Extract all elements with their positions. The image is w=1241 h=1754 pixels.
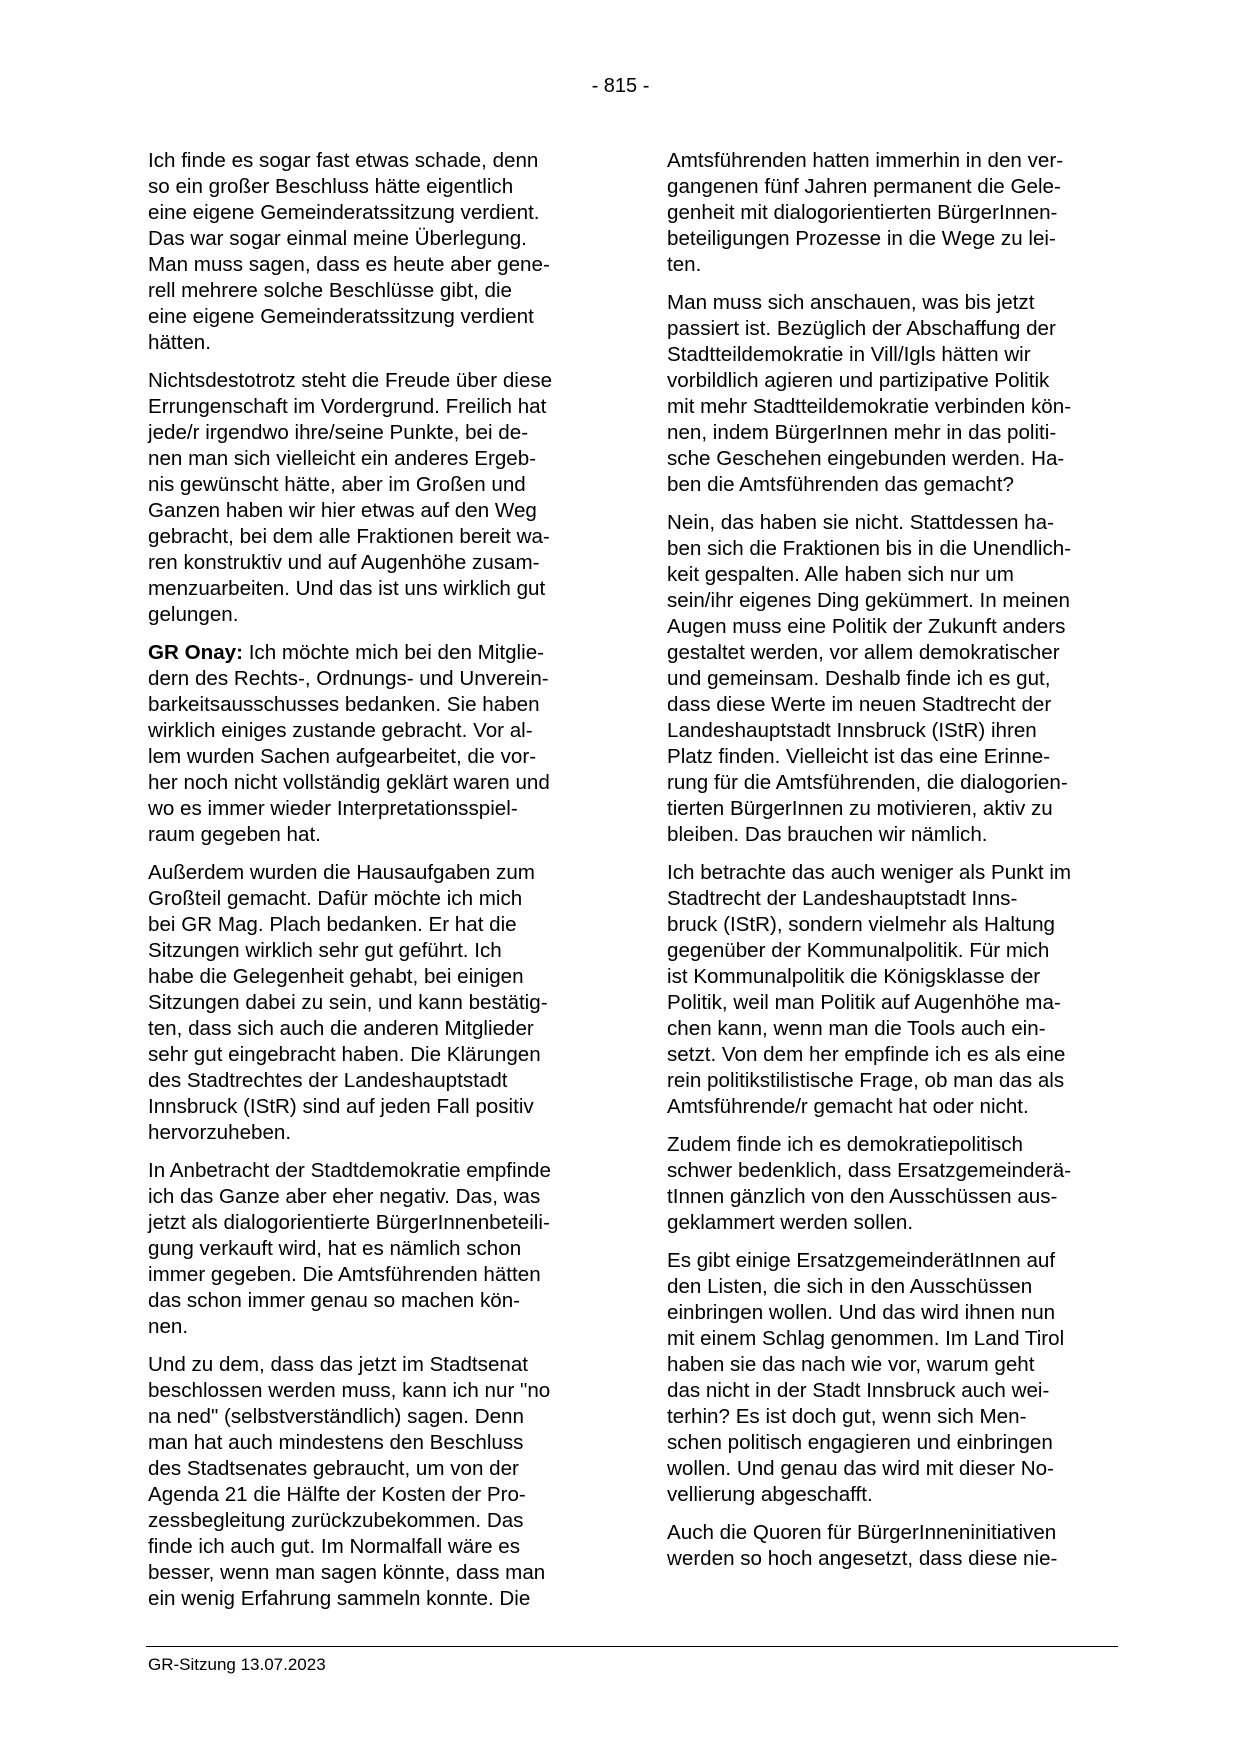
text-line — [148, 1534, 596, 1560]
paragraph — [667, 1520, 1115, 1572]
line-text: das schon immer genau so machen kön- — [148, 1289, 521, 1312]
line-text: Ich betrachte das auch weniger als Punkt im — [667, 861, 1072, 884]
line-text: mit einem Schlag genommen. Im Land Tirol — [667, 1327, 1065, 1350]
text-line — [667, 912, 1115, 938]
line-text: gung verkauft wird, hat es nämlich schon — [148, 1237, 522, 1260]
line-text: bruck (IStR), sondern vielmehr als Haltung — [667, 913, 1056, 936]
text-line — [148, 1094, 596, 1120]
line-text: Nichtsdestotrotz steht die Freude über diese — [148, 369, 553, 392]
line-text: In Anbetracht der Stadtdemokratie empfinde — [148, 1159, 551, 1182]
speaker-name: GR Onay: — [148, 641, 243, 664]
text-line — [148, 226, 596, 252]
text-line — [667, 1210, 1115, 1236]
line-text: Landeshauptstadt Innsbruck (IStR) ihren — [667, 719, 1037, 742]
text-line — [148, 1158, 596, 1184]
line-text: bleiben. Das brauchen wir nämlich. — [667, 823, 988, 846]
text-line — [148, 576, 596, 602]
text-line — [148, 1482, 596, 1508]
text-line — [667, 860, 1115, 886]
line-text: ist Kommunalpolitik die Königsklasse der — [667, 965, 1041, 988]
text-line — [148, 886, 596, 912]
text-line — [148, 912, 596, 938]
line-text: habe die Gelegenheit gehabt, bei einigen — [148, 965, 524, 988]
line-text: des Stadtrechtes der Landeshauptstadt — [148, 1069, 508, 1092]
left-column — [148, 148, 596, 1624]
text-line — [148, 964, 596, 990]
text-line — [148, 1288, 596, 1314]
text-line — [148, 1314, 596, 1340]
line-text: dern des Rechts-, Ordnungs- und Unverein- — [148, 667, 549, 690]
text-line — [667, 368, 1115, 394]
text-line — [667, 744, 1115, 770]
line-text: nen man sich vielleicht ein anderes Ergeb- — [148, 447, 537, 470]
line-text: hätten. — [148, 331, 211, 354]
paragraph — [667, 148, 1115, 278]
text-line — [667, 822, 1115, 848]
line-text: geklammert werden sollen. — [667, 1211, 914, 1234]
line-text: nen, indem BürgerInnen mehr in das politi- — [667, 421, 1057, 444]
line-text: sein/ihr eigenes Ding gekümmert. In meinen — [667, 589, 1070, 612]
line-text: Agenda 21 die Hälfte der Kosten der Pro- — [148, 1483, 526, 1506]
text-line — [148, 1236, 596, 1262]
text-line — [667, 964, 1115, 990]
text-line — [667, 640, 1115, 666]
text-line — [667, 886, 1115, 912]
line-text: Man muss sich anschauen, was bis jetzt — [667, 291, 1035, 314]
line-text: ten. — [667, 253, 702, 276]
line-text: Sitzungen dabei zu sein, und kann bestätig- — [148, 991, 548, 1014]
line-text: sche Geschehen eingebunden werden. Ha- — [667, 447, 1065, 470]
line-text: das nicht in der Stadt Innsbruck auch wei- — [667, 1379, 1050, 1402]
text-line — [667, 1326, 1115, 1352]
text-line — [148, 148, 596, 174]
line-text: immer gegeben. Die Amtsführenden hätten — [148, 1263, 541, 1286]
line-text: beteiligungen Prozesse in die Wege zu lei- — [667, 227, 1056, 250]
text-line — [148, 990, 596, 1016]
paragraph — [667, 1132, 1115, 1236]
text-line — [667, 1456, 1115, 1482]
line-text: sehr gut eingebracht haben. Die Klärungen — [148, 1043, 541, 1066]
text-line — [667, 1068, 1115, 1094]
line-text: Amtsführende/r gemacht hat oder nicht. — [667, 1095, 1029, 1118]
line-text: raum gegeben hat. — [148, 823, 321, 846]
line-text: Platz finden. Vielleicht ist das eine Erinne- — [667, 745, 1051, 768]
text-line — [148, 860, 596, 886]
text-line — [148, 252, 596, 278]
line-text: Zudem finde ich es demokratiepolitisch — [667, 1133, 1023, 1156]
line-text: her noch nicht vollständig geklärt waren und — [148, 771, 550, 794]
text-line — [148, 394, 596, 420]
text-line — [667, 226, 1115, 252]
line-text: jetzt als dialogorientierte BürgerInnenbeteili- — [148, 1211, 550, 1234]
text-line — [667, 990, 1115, 1016]
text-line — [148, 718, 596, 744]
line-text: wollen. Und genau das wird mit dieser No- — [667, 1457, 1054, 1480]
line-text: menzuarbeiten. Und das ist uns wirklich gut — [148, 577, 546, 600]
line-text: bei GR Mag. Plach bedanken. Er hat die — [148, 913, 517, 936]
text-line — [148, 1586, 596, 1612]
text-line — [148, 550, 596, 576]
text-line — [667, 174, 1115, 200]
text-line — [667, 1378, 1115, 1404]
text-line — [667, 1016, 1115, 1042]
text-line — [667, 510, 1115, 536]
line-text: Ganzen haben wir hier etwas auf den Weg — [148, 499, 537, 522]
line-text: terhin? Es ist doch gut, wenn sich Men- — [667, 1405, 1027, 1428]
line-text: tierten BürgerInnen zu motivieren, aktiv zu — [667, 797, 1053, 820]
text-line — [667, 1546, 1115, 1572]
line-text: Amtsführenden hatten immerhin in den ver- — [667, 149, 1064, 172]
line-text: schen politisch engagieren und einbringen — [667, 1431, 1053, 1454]
paragraph — [667, 860, 1115, 1120]
text-line — [667, 588, 1115, 614]
text-line — [667, 472, 1115, 498]
line-text: rell mehrere solche Beschlüsse gibt, die — [148, 279, 513, 302]
line-text: finde ich auch gut. Im Normalfall wäre es — [148, 1535, 520, 1558]
text-line — [148, 1430, 596, 1456]
paragraph — [667, 510, 1115, 848]
line-text: Außerdem wurden die Hausaufgaben zum — [148, 861, 535, 884]
line-text: Das war sogar einmal meine Überlegung. — [148, 227, 527, 250]
line-text: besser, wenn man sagen könnte, dass man — [148, 1561, 546, 1584]
text-line — [667, 394, 1115, 420]
line-text: hervorzuheben. — [148, 1121, 292, 1144]
line-text: barkeitsausschusses bedanken. Sie haben — [148, 693, 540, 716]
line-text: gegenüber der Kommunalpolitik. Für mich — [667, 939, 1050, 962]
text-line — [148, 1120, 596, 1146]
paragraph — [148, 1158, 596, 1340]
text-line — [148, 640, 596, 666]
text-line — [148, 822, 596, 848]
text-line — [148, 602, 596, 628]
text-line — [667, 1430, 1115, 1456]
line-text: man hat auch mindestens den Beschluss — [148, 1431, 524, 1454]
line-text: Innsbruck (IStR) sind auf jeden Fall positiv — [148, 1095, 534, 1118]
text-line — [148, 420, 596, 446]
text-line — [148, 666, 596, 692]
text-line — [667, 342, 1115, 368]
footer-session-date: GR-Sitzung 13.07.2023 — [148, 1655, 326, 1674]
line-text: gelungen. — [148, 603, 239, 626]
line-text: des Stadtsenates gebraucht, um von der — [148, 1457, 519, 1480]
line-text: vellierung abgeschafft. — [667, 1483, 873, 1506]
text-line — [667, 562, 1115, 588]
text-line — [148, 472, 596, 498]
text-line — [667, 692, 1115, 718]
line-text: einbringen wollen. Und das wird ihnen nun — [667, 1301, 1056, 1324]
line-text: wirklich einiges zustande gebracht. Vor al- — [148, 719, 533, 742]
line-text: Politik, weil man Politik auf Augenhöhe ma- — [667, 991, 1061, 1014]
text-line — [667, 1404, 1115, 1430]
line-text: Auch die Quoren für BürgerInneninitiativen — [667, 1521, 1057, 1544]
line-text: setzt. Von dem her empfinde ich es als eine — [667, 1043, 1066, 1066]
line-text: dass diese Werte im neuen Stadtrecht der — [667, 693, 1052, 716]
line-text: lem wurden Sachen aufgearbeitet, die vor- — [148, 745, 537, 768]
text-line — [148, 744, 596, 770]
line-text: den Listen, die sich in den Ausschüssen — [667, 1275, 1033, 1298]
line-text: nis gewünscht hätte, aber im Großen und — [148, 473, 526, 496]
text-line — [148, 304, 596, 330]
right-column — [667, 148, 1115, 1584]
text-line — [148, 1352, 596, 1378]
line-text: eine eigene Gemeinderatssitzung verdient — [148, 305, 534, 328]
text-line — [148, 1042, 596, 1068]
paragraph — [667, 290, 1115, 498]
text-line — [148, 1404, 596, 1430]
text-line — [667, 666, 1115, 692]
line-text: schwer bedenklich, dass Ersatzgemeinderä- — [667, 1159, 1072, 1182]
line-text: Ich möchte mich bei den Mitglie- — [242, 641, 545, 664]
line-text: Stadtteildemokratie in Vill/Igls hätten wir — [667, 343, 1031, 366]
text-line — [148, 1508, 596, 1534]
line-text: beschlossen werden muss, kann ich nur "no — [148, 1379, 551, 1402]
line-text: Augen muss eine Politik der Zukunft anders — [667, 615, 1066, 638]
text-line — [667, 1248, 1115, 1274]
line-text: und gemeinsam. Deshalb finde ich es gut, — [667, 667, 1051, 690]
text-line — [667, 1274, 1115, 1300]
paragraph — [148, 640, 596, 848]
line-text: Und zu dem, dass das jetzt im Stadtsenat — [148, 1353, 529, 1376]
text-line — [148, 1068, 596, 1094]
line-text: nen. — [148, 1315, 189, 1338]
line-text: ich das Ganze aber eher negativ. Das, was — [148, 1185, 541, 1208]
paragraph — [148, 860, 596, 1146]
text-line — [148, 1016, 596, 1042]
text-line — [148, 1456, 596, 1482]
text-line — [667, 1352, 1115, 1378]
line-text: vorbildlich agieren und partizipative Politik — [667, 369, 1050, 392]
text-line — [667, 252, 1115, 278]
line-text: passiert ist. Bezüglich der Abschaffung der — [667, 317, 1056, 340]
text-line — [667, 796, 1115, 822]
text-line — [667, 290, 1115, 316]
line-text: Ich finde es sogar fast etwas schade, denn — [148, 149, 539, 172]
text-line — [667, 1482, 1115, 1508]
text-line — [148, 770, 596, 796]
text-line — [667, 718, 1115, 744]
line-text: Sitzungen wirklich sehr gut geführt. Ich — [148, 939, 502, 962]
text-line — [667, 420, 1115, 446]
text-line — [667, 446, 1115, 472]
text-line — [148, 1378, 596, 1404]
footer-divider — [146, 1646, 1118, 1647]
text-line — [667, 200, 1115, 226]
line-text: eine eigene Gemeinderatssitzung verdient. — [148, 201, 540, 224]
text-line — [667, 1520, 1115, 1546]
paragraph — [148, 1352, 596, 1612]
line-text: ben die Amtsführenden das gemacht? — [667, 473, 1014, 496]
text-line — [148, 524, 596, 550]
line-text: Man muss sagen, dass es heute aber gene- — [148, 253, 550, 276]
text-line — [667, 1132, 1115, 1158]
line-text: Errungenschaft im Vordergrund. Freilich hat — [148, 395, 547, 418]
line-text: zessbegleitung zurückzubekommen. Das — [148, 1509, 524, 1532]
text-line — [148, 692, 596, 718]
line-text: ten, dass sich auch die anderen Mitglieder — [148, 1017, 534, 1040]
text-line — [148, 1210, 596, 1236]
text-line — [148, 278, 596, 304]
text-line — [667, 1300, 1115, 1326]
text-line — [667, 614, 1115, 640]
line-text: genheit mit dialogorientierten BürgerInnen- — [667, 201, 1058, 224]
line-text: gestaltet werden, vor allem demokratischer — [667, 641, 1060, 664]
line-text: Es gibt einige ErsatzgemeinderätInnen auf — [667, 1249, 1056, 1272]
text-line — [667, 770, 1115, 796]
line-text: gangenen fünf Jahren permanent die Gele- — [667, 175, 1061, 198]
text-line — [148, 1560, 596, 1586]
line-text: rung für die Amtsführenden, die dialogorien- — [667, 771, 1068, 794]
paragraph — [148, 368, 596, 628]
line-text: gebracht, bei dem alle Fraktionen bereit wa- — [148, 525, 550, 548]
text-line — [148, 368, 596, 394]
line-text: Nein, das haben sie nicht. Stattdessen ha- — [667, 511, 1054, 534]
text-line — [148, 446, 596, 472]
line-text: ren konstruktiv und auf Augenhöhe zusam- — [148, 551, 540, 574]
text-line — [667, 938, 1115, 964]
text-line — [148, 498, 596, 524]
line-text: wo es immer wieder Interpretationsspiel- — [148, 797, 518, 820]
text-line — [667, 536, 1115, 562]
text-line — [148, 174, 596, 200]
line-text: ben sich die Fraktionen bis in die Unendlich- — [667, 537, 1072, 560]
line-text: tInnen gänzlich von den Ausschüssen aus- — [667, 1185, 1058, 1208]
text-line — [667, 148, 1115, 174]
line-text: so ein großer Beschluss hätte eigentlich — [148, 175, 514, 198]
text-line — [148, 796, 596, 822]
line-text: jede/r irgendwo ihre/seine Punkte, bei de- — [148, 421, 529, 444]
text-line — [667, 1158, 1115, 1184]
line-text: haben sie das nach wie vor, warum geht — [667, 1353, 1035, 1376]
text-line — [148, 1184, 596, 1210]
paragraph — [148, 148, 596, 356]
text-line — [667, 316, 1115, 342]
text-line — [667, 1042, 1115, 1068]
line-text: rein politikstilistische Frage, ob man das als — [667, 1069, 1065, 1092]
line-text: chen kann, wenn man die Tools auch ein- — [667, 1017, 1046, 1040]
text-line — [148, 938, 596, 964]
text-line — [148, 1262, 596, 1288]
page-number: - 815 - — [591, 75, 650, 97]
text-line — [148, 330, 596, 356]
line-text: Großteil gemacht. Dafür möchte ich mich — [148, 887, 523, 910]
line-text: werden so hoch angesetzt, dass diese nie- — [667, 1547, 1058, 1570]
line-text: ein wenig Erfahrung sammeln konnte. Die — [148, 1587, 531, 1610]
line-text: Stadtrecht der Landeshauptstadt Inns- — [667, 887, 1018, 910]
line-text: keit gespalten. Alle haben sich nur um — [667, 563, 1014, 586]
line-text: mit mehr Stadtteildemokratie verbinden kön- — [667, 395, 1072, 418]
text-line — [667, 1094, 1115, 1120]
text-line — [667, 1184, 1115, 1210]
text-line — [148, 200, 596, 226]
paragraph — [667, 1248, 1115, 1508]
line-text: na ned" (selbstverständlich) sagen. Denn — [148, 1405, 524, 1428]
